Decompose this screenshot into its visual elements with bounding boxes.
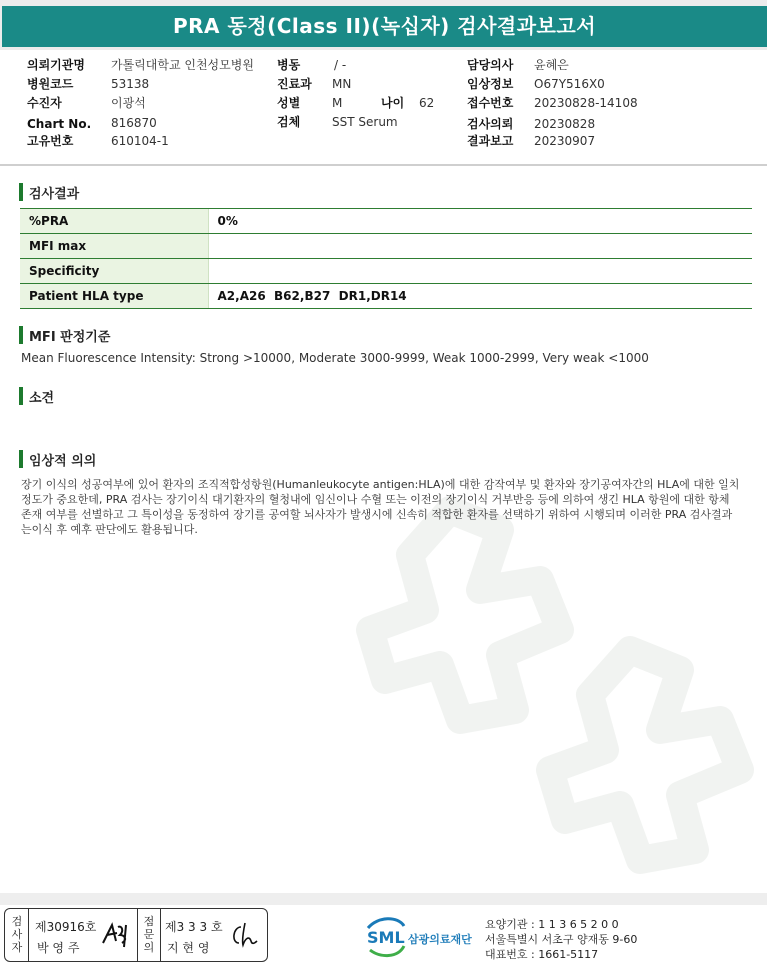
- tester-vertical-label: 검 사 자: [11, 915, 23, 954]
- signature-separator: [160, 909, 161, 961]
- receipt-no-value: 20230828-14108: [534, 96, 638, 110]
- sex-value: M: [332, 96, 343, 110]
- department-label: 진료과: [277, 77, 312, 91]
- request-date-label: 검사의뢰: [467, 117, 514, 131]
- section-mfi-title: MFI 판정기준: [29, 329, 111, 345]
- reviewer-name: 지 현 영: [167, 941, 210, 955]
- section-clinical-heading: [19, 449, 96, 469]
- section-opinion-heading: [19, 386, 54, 406]
- specimen-label: 검체: [277, 115, 301, 129]
- age-value: 62: [419, 96, 435, 110]
- mfi-criteria-text: Mean Fluorescence Intensity: Strong >10000, Moderate 3000-9999, Weak 1000-2999, Very weak <1000: [21, 351, 649, 365]
- clinical-significance-text: 장기 이식의 성공여부에 있어 환자의 조직적합성항원(Humanleukocyte antigen:HLA)에 대한 감작여부 및 환자와 장기공여자간의 HLA에 대한 일치정도가 중요한데, PRA 검사는 장기이식 대기환자의 혈청내에 임신이나 수혈 또는 이전의 장기이식 거부반응 등에 의하여 생긴 HLA 항원에 대한 항체 존재 여부를 선별하고 그 특이성을 동정하여 장기를 공여할 뇌사자가 발생시에 신속히 적합한 환자를 선택하기 위하여 시행되며 이러한 PRA 검사결과는이식 후 예후 판단에도 활용됩니다.: [21, 478, 740, 536]
- sex-label: 성별: [277, 96, 301, 110]
- footer-band: [0, 893, 767, 905]
- section-opinion-title: 소견: [29, 390, 55, 406]
- reviewer-vertical-label: 점 문 의: [143, 915, 155, 954]
- patient-name-label: 수진자: [27, 96, 62, 110]
- tester-license-no: 제30916호: [35, 920, 97, 934]
- receipt-no-label: 접수번호: [467, 96, 514, 110]
- ward-label: 병동: [277, 58, 301, 72]
- signature-box: [4, 908, 268, 962]
- hospital-code-value: 53138: [111, 77, 150, 91]
- signature-separator: [28, 909, 29, 961]
- header-divider: [0, 164, 767, 166]
- requesting-institution-value: 가톨릭대학교 인천성모병원: [111, 58, 254, 72]
- specificity-label: Specificity: [20, 259, 208, 284]
- report-title: PRA 동정(Class II)(녹십자) 검사결과보고서: [2, 6, 767, 47]
- hla-type-value: A2,A26 B62,B27 DR1,DR14: [208, 284, 752, 309]
- tester-name: 박 영 주: [37, 941, 80, 955]
- clinical-info-value: O67Y516X0: [534, 77, 605, 91]
- request-date-value: 20230828: [534, 117, 596, 131]
- physician-label: 담당의사: [467, 58, 514, 72]
- mfi-max-label: MFI max: [20, 234, 208, 259]
- institution-address: 서울특별시 서초구 양재동 9-60: [485, 933, 638, 946]
- ward-value: / -: [334, 58, 347, 72]
- results-table: [20, 208, 752, 309]
- report-date-value: 20230907: [534, 134, 596, 148]
- sml-logo-text: SML: [367, 928, 405, 947]
- section-marker: [19, 450, 23, 468]
- requesting-institution-label: 의뢰기관명: [27, 58, 85, 72]
- pra-value: 0%: [208, 209, 752, 234]
- report-date-label: 결과보고: [467, 134, 514, 148]
- table-row: [20, 259, 752, 284]
- department-value: MN: [332, 77, 352, 91]
- section-results-heading: [19, 182, 79, 202]
- pra-label: %PRA: [20, 209, 208, 234]
- reviewer-license-no: 제3 3 3 호: [165, 920, 223, 934]
- chart-no-label: Chart No.: [27, 117, 92, 131]
- section-clinical-title: 임상적 의의: [29, 453, 97, 469]
- chart-no-value: 816870: [111, 116, 157, 130]
- institution-code: 요양기관 : 1 1 3 6 5 2 0 0: [485, 918, 619, 931]
- specificity-value: [208, 259, 752, 284]
- reviewer-signature-icon: [227, 921, 261, 949]
- signature-separator: [137, 909, 138, 961]
- table-row: [20, 209, 752, 234]
- section-results-title: 검사결과: [29, 186, 80, 202]
- title-bar: [0, 0, 767, 50]
- institution-phone: 대표번호 : 1661-5117: [485, 948, 599, 961]
- section-mfi-heading: [19, 325, 110, 345]
- section-marker: [19, 387, 23, 405]
- table-row: [20, 284, 752, 309]
- mfi-max-value: [208, 234, 752, 259]
- patient-name-value: 이광석: [111, 96, 146, 110]
- hla-type-label: Patient HLA type: [20, 284, 208, 309]
- age-label: 나이: [381, 96, 405, 110]
- unique-id-label: 고유번호: [27, 134, 74, 148]
- clinical-info-label: 임상정보: [467, 77, 514, 91]
- section-marker: [19, 183, 23, 201]
- hospital-code-label: 병원코드: [27, 77, 74, 91]
- sml-logo-korean: 삼광의료재단: [408, 933, 472, 946]
- specimen-value: SST Serum: [332, 115, 398, 129]
- table-row: [20, 234, 752, 259]
- physician-value: 윤혜은: [534, 58, 569, 72]
- section-marker: [19, 326, 23, 344]
- tester-signature-icon: [100, 921, 132, 949]
- unique-id-value: 610104-1: [111, 134, 169, 148]
